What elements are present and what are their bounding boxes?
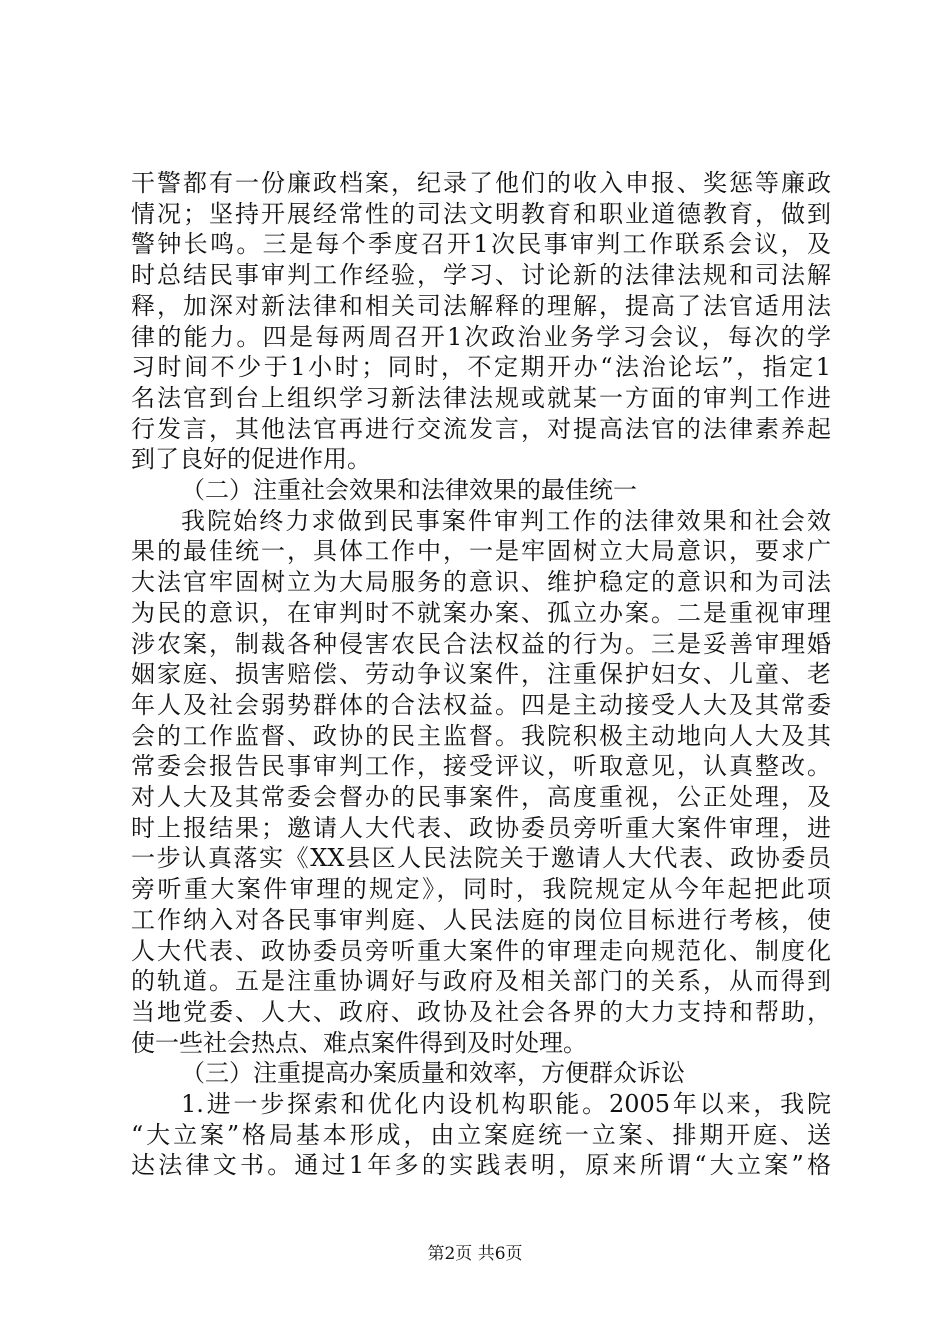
body-text-line: 情况；坚持开展经常性的司法文明教育和职业道德教育，做到: [131, 199, 831, 228]
body-text-line: 一步认真落实《XX县区人民法院关于邀请人大代表、政协委员: [131, 844, 831, 873]
body-text-line: 到了良好的促进作用。: [131, 445, 371, 474]
section-heading: （三）注重提高办案质量和效率，方便群众诉讼: [181, 1059, 685, 1088]
body-text-line: 为民的意识，在审判时不就案办案、孤立办案。二是重视审理: [131, 598, 831, 627]
body-text-line: 律的能力。四是每两周召开1次政治业务学习会议，每次的学: [131, 322, 831, 351]
body-text-line: 时上报结果；邀请人大代表、政协委员旁听重大案件审理，进: [131, 813, 831, 842]
page-footer: 第2页 共6页: [427, 1244, 523, 1264]
body-text-line: 的轨道。五是注重协调好与政府及相关部门的关系，从而得到: [131, 967, 831, 996]
body-text-line: 年人及社会弱势群体的合法权益。四是主动接受人大及其常委: [131, 690, 831, 719]
body-text-line: 时总结民事审判工作经验，学习、讨论新的法律法规和司法解: [131, 261, 831, 290]
body-text-line: 果的最佳统一，具体工作中，一是牢固树立大局意识，要求广: [131, 537, 831, 566]
body-text-line: 大法官牢固树立为大局服务的意识、维护稳定的意识和为司法: [131, 568, 831, 597]
section-heading: （二）注重社会效果和法律效果的最佳统一: [181, 476, 637, 504]
body-text-line: 对人大及其常委会督办的民事案件，高度重视，公正处理，及: [131, 783, 831, 811]
body-text-line: 姻家庭、损害赔偿、劳动争议案件，注重保护妇女、儿童、老: [131, 660, 831, 689]
body-text-line: 释，加深对新法律和相关司法解释的理解，提高了法官适用法: [131, 291, 831, 320]
body-text-line: 涉农案，制裁各种侵害农民合法权益的行为。三是妥善审理婚: [131, 629, 831, 658]
body-text-line: 会的工作监督、政协的民主监督。我院积极主动地向人大及其: [131, 721, 831, 750]
body-text-line: 旁听重大案件审理的规定》，同时，我院规定从今年起把此项: [131, 875, 831, 904]
body-text-line: 工作纳入对各民事审判庭、人民法庭的岗位目标进行考核，使: [131, 905, 831, 934]
body-text-line: 行发言，其他法官再进行交流发言，对提高法官的法律素养起: [131, 414, 831, 443]
body-text-line: 当地党委、人大、政府、政协及社会各界的大力支持和帮助，: [131, 997, 831, 1026]
body-text-line: 常委会报告民事审判工作，接受评议，听取意见，认真整改。: [131, 752, 831, 781]
body-text-line: 我院始终力求做到民事案件审判工作的法律效果和社会效: [181, 506, 831, 535]
body-text-line: “大立案”格局基本形成，由立案庭统一立案、排期开庭、送: [131, 1120, 831, 1149]
body-text-line: 人大代表、政协委员旁听重大案件的审理走向规范化、制度化: [131, 936, 831, 965]
body-text-line: 使一些社会热点、难点案件得到及时处理。: [131, 1028, 587, 1057]
body-text-line: 干警都有一份廉政档案，纪录了他们的收入申报、奖惩等廉政: [131, 169, 831, 197]
body-text-line: 1.进一步探索和优化内设机构职能。2005年以来，我院: [181, 1090, 831, 1118]
body-text-line: 名法官到台上组织学习新法律法规或就某一方面的审判工作进: [131, 383, 831, 412]
body-text-line: 习时间不少于1小时；同时，不定期开办“法治论坛”，指定1: [131, 353, 831, 382]
body-text-line: 警钟长鸣。三是每个季度召开1次民事审判工作联系会议，及: [131, 230, 831, 259]
body-text-line: 达法律文书。通过1年多的实践表明，原来所谓“大立案”格: [131, 1151, 831, 1180]
